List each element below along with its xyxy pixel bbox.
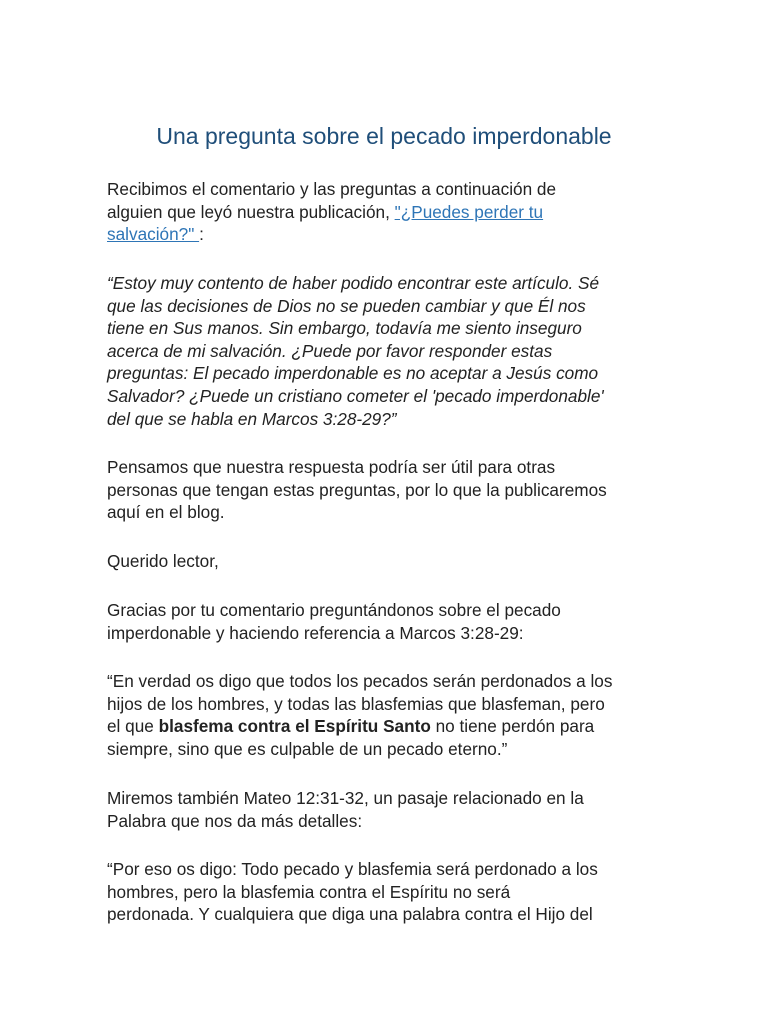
text-line: Pensamos que nuestra respuesta podría ser útil para otras bbox=[107, 457, 556, 477]
text-line: tiene en Sus manos. Sin embargo, todavía me siento inseguro bbox=[107, 318, 582, 339]
text-line: Recibimos el comentario y las preguntas a continuación de bbox=[107, 179, 557, 199]
text-line bbox=[107, 715, 667, 738]
reader-question-quote bbox=[107, 272, 667, 430]
text-line: hombres, pero la blasfemia contra el Espíritu no será bbox=[107, 881, 511, 902]
text-line: Querido lector, bbox=[107, 551, 219, 571]
text-line: que las decisiones de Dios no se pueden cambiar y que Él nos bbox=[107, 295, 586, 316]
text-line: Gracias por tu comentario preguntándonos sobre el pecado bbox=[107, 600, 561, 620]
article-link[interactable]: "¿Puedes perder tu bbox=[394, 201, 544, 222]
text-line: Miremos también Mateo 12:31-32, un pasaje relacionado en la bbox=[107, 788, 584, 808]
text-fragment: alguien que leyó nuestra publicación, bbox=[107, 201, 395, 222]
text-line: “Estoy muy contento de haber podido encontrar este artículo. Sé bbox=[107, 273, 600, 293]
text-line bbox=[107, 201, 667, 224]
text-line: aquí en el blog. bbox=[107, 502, 225, 523]
text-line: Palabra que nos da más detalles: bbox=[107, 810, 363, 831]
text-line: hijos de los hombres, y todas las blasfemias que blasfeman, pero bbox=[107, 693, 605, 714]
page-title: Una pregunta sobre el pecado imperdonable bbox=[156, 123, 612, 149]
text-line: preguntas: El pecado imperdonable es no aceptar a Jesús como bbox=[107, 363, 599, 384]
text-fragment: el que bbox=[107, 716, 159, 737]
matthew-scripture-quote bbox=[107, 858, 667, 926]
thanks-paragraph bbox=[107, 599, 667, 644]
emphasized-phrase: blasfema contra el Espíritu Santo bbox=[158, 716, 431, 737]
text-line: personas que tengan estas preguntas, por lo que la publicaremos bbox=[107, 479, 607, 500]
text-fragment: no tiene perdón para bbox=[430, 716, 595, 737]
salutation bbox=[107, 550, 667, 573]
text-line bbox=[107, 223, 667, 246]
text-line: perdonada. Y cualquiera que diga una palabra contra el Hijo del bbox=[107, 904, 593, 925]
text-line: “Por eso os digo: Todo pecado y blasfemia será perdonado a los bbox=[107, 859, 598, 879]
matthew-intro-paragraph bbox=[107, 787, 667, 832]
text-line: siempre, sino que es culpable de un pecado eterno.” bbox=[107, 738, 508, 759]
response-intro-paragraph bbox=[107, 456, 667, 524]
text-line: Salvador? ¿Puede un cristiano cometer el 'pecado imperdonable' bbox=[107, 385, 604, 406]
mark-scripture-quote bbox=[107, 670, 667, 760]
text-fragment: : bbox=[199, 224, 204, 245]
article-link-continued[interactable]: salvación?" bbox=[107, 224, 200, 245]
text-line: “En verdad os digo que todos los pecados serán perdonados a los bbox=[107, 671, 613, 691]
text-line: del que se habla en Marcos 3:28-29?” bbox=[107, 408, 397, 429]
text-line: imperdonable y haciendo referencia a Marcos 3:28-29: bbox=[107, 622, 524, 643]
intro-paragraph bbox=[107, 178, 667, 246]
text-line: acerca de mi salvación. ¿Puede por favor responder estas bbox=[107, 340, 553, 361]
